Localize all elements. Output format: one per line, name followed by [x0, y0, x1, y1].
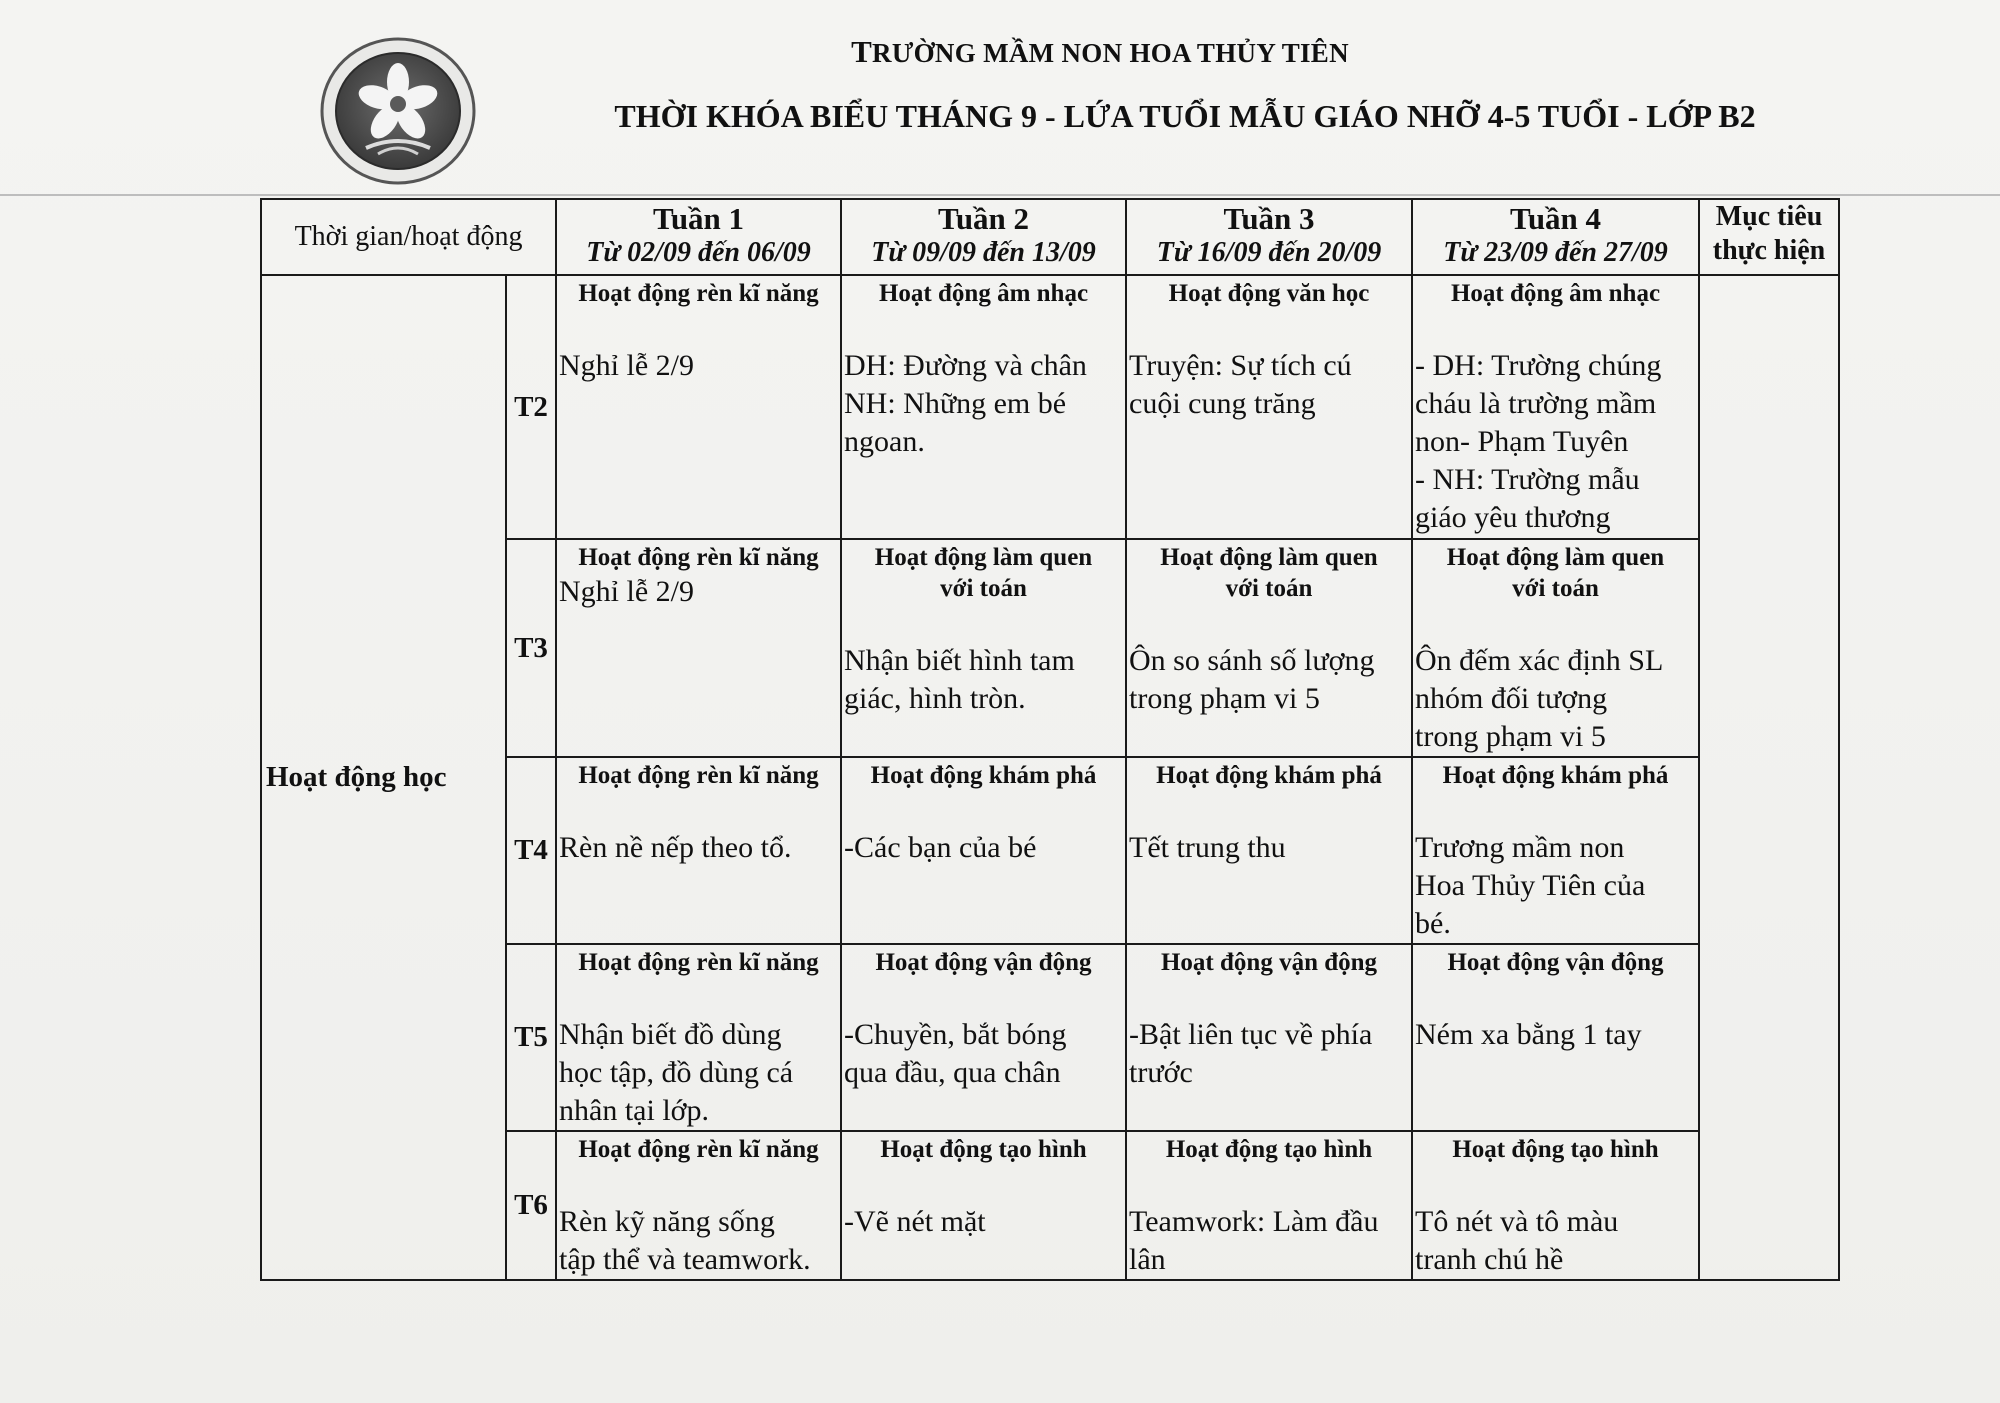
schedule-cell — [1126, 1131, 1412, 1280]
activity-content: Nghỉ lễ 2/9 — [559, 349, 695, 382]
day-label: T6 — [506, 1131, 556, 1280]
schedule-cell — [1126, 944, 1412, 1131]
schedule-cell — [1126, 539, 1412, 757]
activity-title: Hoạt động khám phá — [1442, 762, 1669, 789]
activity-content: - DH: Trường chúng cháu là trường mầm non- Phạm Tuyên - NH: Trường mẫu giáo yêu thương — [1415, 349, 1662, 534]
activity-title: Hoạt động làm quen với toán — [1160, 544, 1378, 602]
activity-title: Hoạt động âm nhạc — [878, 280, 1089, 307]
activity-title: Hoạt động tạo hình — [1165, 1136, 1373, 1163]
document-title: THỜI KHÓA BIỂU THÁNG 9 - LỨA TUỔI MẪU GIÁO NHỠ 4-5 TUỔI - LỚP B2 — [614, 98, 1756, 134]
activity-content: Ôn so sánh số lượng trong phạm vi 5 — [1129, 644, 1375, 715]
activity-content: -Vẽ nét mặt — [844, 1205, 986, 1238]
activity-content: DH: Đường và chân NH: Những em bé ngoan. — [844, 349, 1087, 458]
week-header — [556, 199, 841, 275]
school-name: TRƯỜNG MẦM NON HOA THỦY TIÊN — [851, 34, 1349, 69]
day-label: T3 — [506, 539, 556, 757]
week-range: Từ 02/09 đến 06/09 — [586, 237, 811, 268]
activity-title: Hoạt động tạo hình — [1452, 1136, 1659, 1163]
activity-content: Tết trung thu — [1129, 831, 1286, 864]
schedule-cell — [1412, 944, 1699, 1131]
day-label: T2 — [506, 275, 556, 539]
schedule-cell — [1126, 757, 1412, 944]
goal-header-line: thực hiện — [1712, 235, 1826, 266]
week-name: Tuần 3 — [1223, 201, 1315, 236]
schedule-table — [260, 198, 1840, 1281]
activity-title: Hoạt động làm quen với toán — [874, 544, 1093, 602]
schedule-cell — [1412, 757, 1699, 944]
activity-content: Rèn kỹ năng sống tập thể và teamwork. — [559, 1205, 811, 1276]
header-divider — [0, 194, 2000, 196]
header-row — [261, 199, 1839, 275]
activity-title: Hoạt động khám phá — [1156, 762, 1382, 789]
day-label: T5 — [506, 944, 556, 1131]
activity-content: Nhận biết đồ dùng học tập, đồ dùng cá nhân tại lớp. — [559, 1018, 794, 1127]
activity-content: Rèn nề nếp theo tổ. — [559, 831, 792, 864]
activity-title: Hoạt động vận động — [1447, 949, 1664, 976]
activity-content: Truyện: Sự tích cú cuội cung trăng — [1129, 349, 1352, 420]
activity-content: Teamwork: Làm đầu lân — [1129, 1205, 1379, 1276]
schedule-cell — [841, 539, 1126, 757]
corner-header: Thời gian/hoạt động — [261, 199, 556, 275]
activity-title: Hoạt động rèn kĩ năng — [578, 1136, 819, 1163]
activity-content: Nhận biết hình tam giác, hình tròn. — [844, 644, 1075, 715]
schedule-cell — [841, 275, 1126, 539]
schedule-cell — [556, 1131, 841, 1280]
activity-title: Hoạt động khám phá — [870, 762, 1097, 789]
schedule-cell — [556, 275, 841, 539]
activity-title: Hoạt động vận động — [1160, 949, 1378, 976]
activity-content: Nghỉ lễ 2/9 — [559, 575, 695, 608]
goal-column — [1699, 275, 1839, 1280]
schedule-cell — [841, 1131, 1126, 1280]
activity-group-label: Hoạt động học — [261, 275, 506, 1280]
activity-title: Hoạt động tạo hình — [880, 1136, 1087, 1163]
day-label: T4 — [506, 757, 556, 944]
activity-title: Hoạt động làm quen với toán — [1446, 544, 1665, 602]
activity-content: -Các bạn của bé — [844, 831, 1037, 864]
schedule-cell — [556, 757, 841, 944]
week-name: Tuần 2 — [937, 201, 1030, 236]
schedule-cell — [556, 944, 841, 1131]
schedule-cell — [1412, 275, 1699, 539]
schedule-cell — [1412, 539, 1699, 757]
week-name: Tuần 4 — [1509, 201, 1602, 236]
schedule-cell — [1412, 1131, 1699, 1280]
activity-title: Hoạt động rèn kĩ năng — [578, 762, 819, 789]
activity-content: Ôn đếm xác định SL nhóm đối tượng trong phạm vi 5 — [1415, 644, 1664, 753]
table-row — [261, 275, 1839, 539]
week-range: Từ 09/09 đến 13/09 — [871, 237, 1096, 268]
schedule-cell — [841, 757, 1126, 944]
activity-content: -Chuyền, bắt bóng qua đầu, qua chân — [844, 1018, 1067, 1089]
activity-title: Hoạt động rèn kĩ năng — [578, 544, 819, 571]
goal-header-line: Mục tiêu — [1715, 201, 1823, 232]
week-header — [841, 199, 1126, 275]
week-name: Tuần 1 — [652, 201, 745, 236]
activity-content: Tô nét và tô màu tranh chú hề — [1415, 1205, 1619, 1276]
activity-title: Hoạt động văn học — [1168, 280, 1370, 307]
activity-content: Trương mầm non Hoa Thủy Tiên của bé. — [1415, 831, 1646, 940]
activity-content: -Bật liên tục về phía trước — [1129, 1018, 1373, 1089]
schedule-cell — [1126, 275, 1412, 539]
week-range: Từ 16/09 đến 20/09 — [1156, 237, 1382, 268]
activity-content: Ném xa bằng 1 tay — [1415, 1018, 1642, 1051]
week-header — [1126, 199, 1412, 275]
week-range: Từ 23/09 đến 27/09 — [1443, 237, 1668, 268]
activity-title: Hoạt động âm nhạc — [1450, 280, 1661, 307]
activity-title: Hoạt động rèn kĩ năng — [578, 280, 819, 307]
schedule-cell — [841, 944, 1126, 1131]
week-header — [1412, 199, 1699, 275]
school-logo-icon — [318, 36, 478, 186]
activity-title: Hoạt động vận động — [875, 949, 1092, 976]
goal-header — [1699, 199, 1839, 275]
activity-title: Hoạt động rèn kĩ năng — [578, 949, 819, 976]
schedule-cell — [556, 539, 841, 757]
